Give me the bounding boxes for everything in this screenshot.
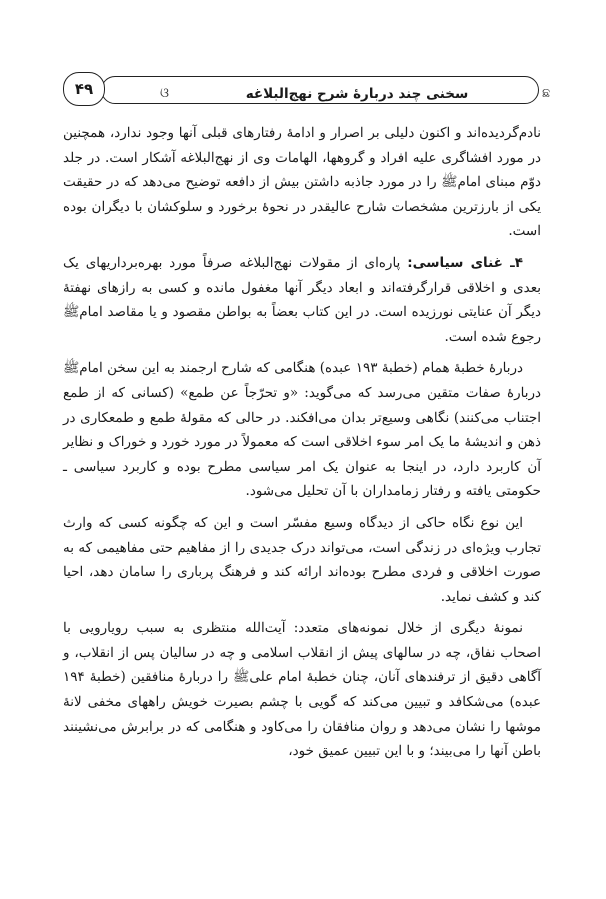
paragraph-3: دربارۀ خطبۀ همام (خطبۀ ۱۹۳ عبده) هنگامی که شارح ارجمند به این سخن امامﷺ دربارۀ صفات متقین می‌رسد که می‌گوید: «و تحرّجاً عن طمع» (کسانی که از طمع اجتناب می‌کنند) نگاهی وسیع‌تر بدان می‌افکند. در حالی که مقولۀ طمع و طمعکاری در ذهن و اندیشۀ ما یک امر سوء اخلاقی است که معمولاً در مورد خورد و خوراک و نظایر آن کاربرد دارد، در اینجا به عنوان یک امر سیاسی مطرح بوده و کاربرد سیاسی ـ حکومتی یافته و رفتار زمامداران با آن تحلیل می‌شود. [63, 360, 541, 500]
section-heading: ۴ـ غنای سیاسی: [407, 254, 523, 271]
paragraph-5: نمونۀ دیگری از خلال نمونه‌های متعدد: آیت‌الله منتظری به سبب رویارویی با اصحاب نفاق، چه در سالهای پیش از انقلاب اسلامی و چه در سالیان پس از انقلاب، و آگاهی دقیق از ترفندهای آنان، چنان خطبۀ امام علیﷺ را دربارۀ منافقین (خطبۀ ۱۹۴ عبده) می‌شکافد و تبیین می‌کند که گویی با چشم بصیرت خویش راههای مخفی لانۀ موشها را نشان می‌دهد و روان منافقان را می‌کاود و هنگامی که در برابرش می‌نشینند باطن آنها را می‌بیند؛ و با این تبیین عمیق خود، [63, 620, 541, 760]
running-title: سخنی چند دربارۀ شرح نهج‌البلاغه [245, 86, 469, 102]
paragraph-2 [63, 251, 541, 349]
paragraph-1: نادم‌گردیده‌اند و اکنون دلیلی بر اصرار و ادامۀ رفتارهای قبلی آنها وجود ندارد، همچنین در مورد افشاگری علیه افراد و گروهها، الهامات وی از نهج‌البلاغه آشکار است. در جلد دوّم مبنای امامﷺ را در مورد جاذبه داشتن بیش از دافعه توضیح می‌دهد که در حقیقت یکی از بارزترین مشخصات شارح عالیقدر در نحوۀ برخورد و سلوکشان با دیگران بوده است. [63, 125, 541, 240]
page-number: ۴۹ [63, 72, 105, 106]
page-body [63, 121, 541, 771]
ornament-right-icon: ଛ [542, 86, 551, 101]
paragraph-4: این نوع نگاه حاکی از دیدگاه وسیع مفسّر است و این که چگونه کسی که وارث تجارب ویژه‌ای در زندگی است، می‌تواند درک جدیدی را از مفاهیم حتی مفاهیمی که به صورت اخلاقی و فردی مطرح بوده‌اند ارائه کند و فرهنگ پرباری را سامان دهد، احیا کند و کشف نماید. [63, 514, 541, 605]
header-frame [101, 76, 551, 104]
running-header [63, 72, 551, 106]
ornament-left-icon: ଓ [160, 86, 169, 101]
paragraph-2-text: پاره‌ای از مقولات نهج‌البلاغه صرفاً مورد بهره‌برداریهای یک بعدی و اخلاقی قرارگرفته‌اند و ابعاد دیگر آنها مغفول مانده و کسی به رازهای نهفتۀ دیگر آن عنایتی نورزیده است. در این کتاب بعضاً به بواطن مقصود و یا مقاصد امامﷺ رجوع شده است. [63, 254, 541, 345]
